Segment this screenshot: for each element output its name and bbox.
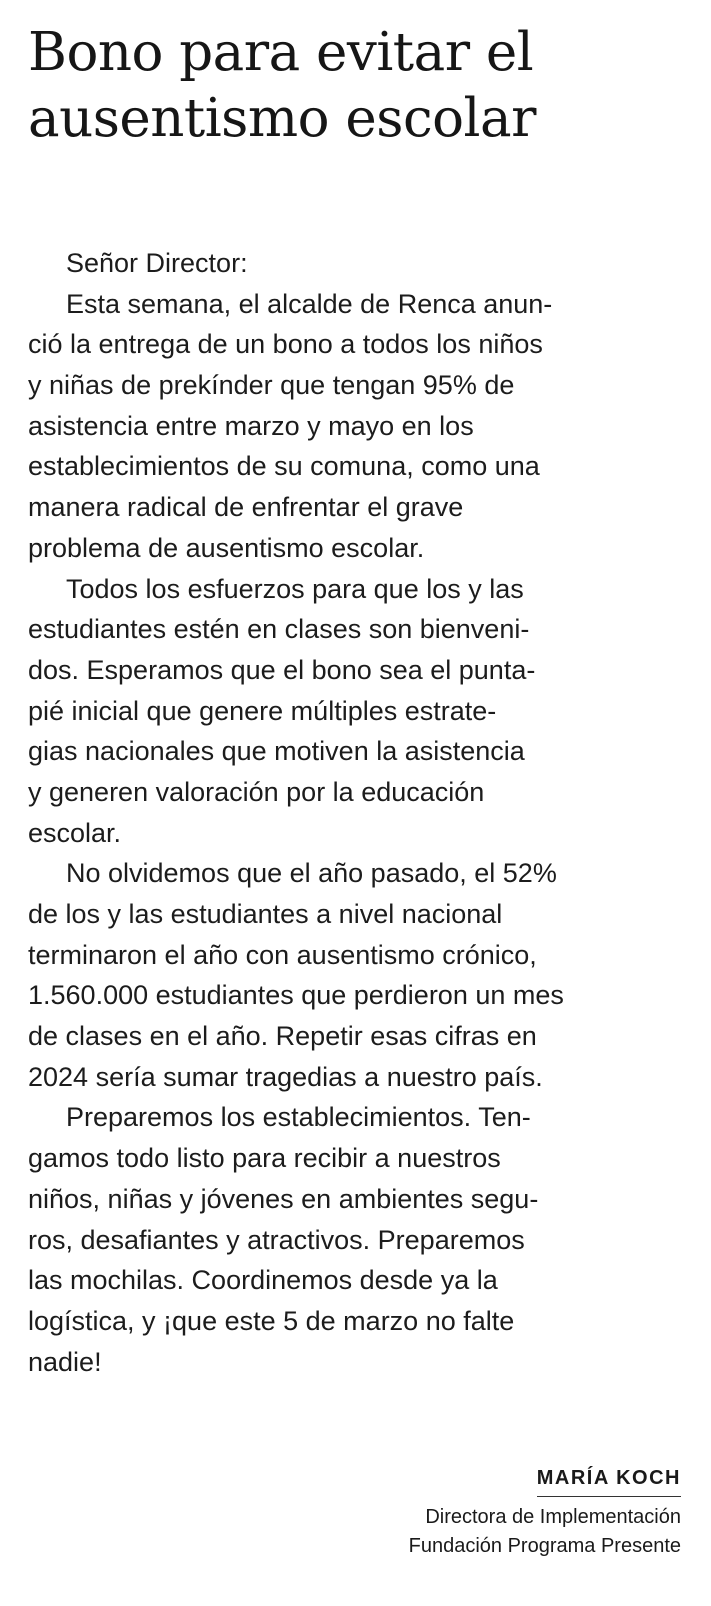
body-line: 1.560.000 estudiantes que perdieron un mes: [28, 980, 564, 1011]
body-line: de los y las estudiantes a nivel nacional: [28, 899, 503, 929]
body-line: y niñas de prekínder que tengan 95% de: [28, 370, 515, 401]
body-line: Preparemos los establecimientos. Ten-: [66, 1102, 531, 1133]
author-title-line: Fundación Programa Presente: [408, 1535, 681, 1557]
letter-article: [28, 0, 668, 1377]
body-line: manera radical de enfrentar el grave: [28, 492, 464, 523]
body-line: ros, desafiantes y atractivos. Preparemos: [28, 1224, 525, 1255]
body-line: las mochilas. Coordinemos desde ya la: [28, 1265, 498, 1296]
signature-block: [409, 1467, 681, 1561]
author-name: MARÍA KOCH: [537, 1467, 681, 1497]
body-line: escolar.: [28, 817, 122, 848]
body-line: logística, y ¡que este 5 de marzo no falte: [28, 1305, 515, 1336]
body-line: de clases en el año. Repetir esas cifras en: [28, 1021, 537, 1052]
body-line: dos. Esperamos que el bono sea el punta-: [28, 654, 536, 685]
body-line: estudiantes estén en clases son bienveni-: [28, 614, 530, 645]
body-line: nadie!: [28, 1346, 102, 1377]
body-line: Señor Director:: [66, 248, 248, 278]
headline: [28, 20, 668, 152]
body-line: terminaron el año con ausentismo crónico,: [28, 939, 537, 970]
body-line: ció la entrega de un bono a todos los niños: [28, 329, 543, 360]
body-line: y generen valoración por la educación: [28, 776, 485, 807]
body-line: asistencia entre marzo y mayo en los: [28, 410, 474, 441]
body-line: establecimientos de su comuna, como una: [28, 451, 540, 482]
body-line: No olvidemos que el año pasado, el 52%: [66, 858, 557, 889]
letter-body: [28, 243, 668, 1382]
body-line: Todos los esfuerzos para que los y las: [66, 573, 524, 604]
body-line: 2024 sería sumar tragedias a nuestro país.: [28, 1061, 543, 1092]
body-line: gamos todo listo para recibir a nuestros: [28, 1143, 501, 1174]
headline-line: ausentismo escolar: [28, 88, 536, 149]
author-title-line: Directora de Implementación: [425, 1506, 681, 1528]
body-line: niños, niñas y jóvenes en ambientes segu-: [28, 1183, 539, 1214]
body-line: problema de ausentismo escolar.: [28, 532, 425, 563]
body-line: Esta semana, el alcalde de Renca anun-: [66, 288, 553, 319]
author-title: [409, 1503, 681, 1561]
headline-line: Bono para evitar el: [28, 22, 534, 83]
body-line: gias nacionales que motiven la asistencia: [28, 736, 525, 767]
body-line: pié inicial que genere múltiples estrate-: [28, 695, 497, 726]
